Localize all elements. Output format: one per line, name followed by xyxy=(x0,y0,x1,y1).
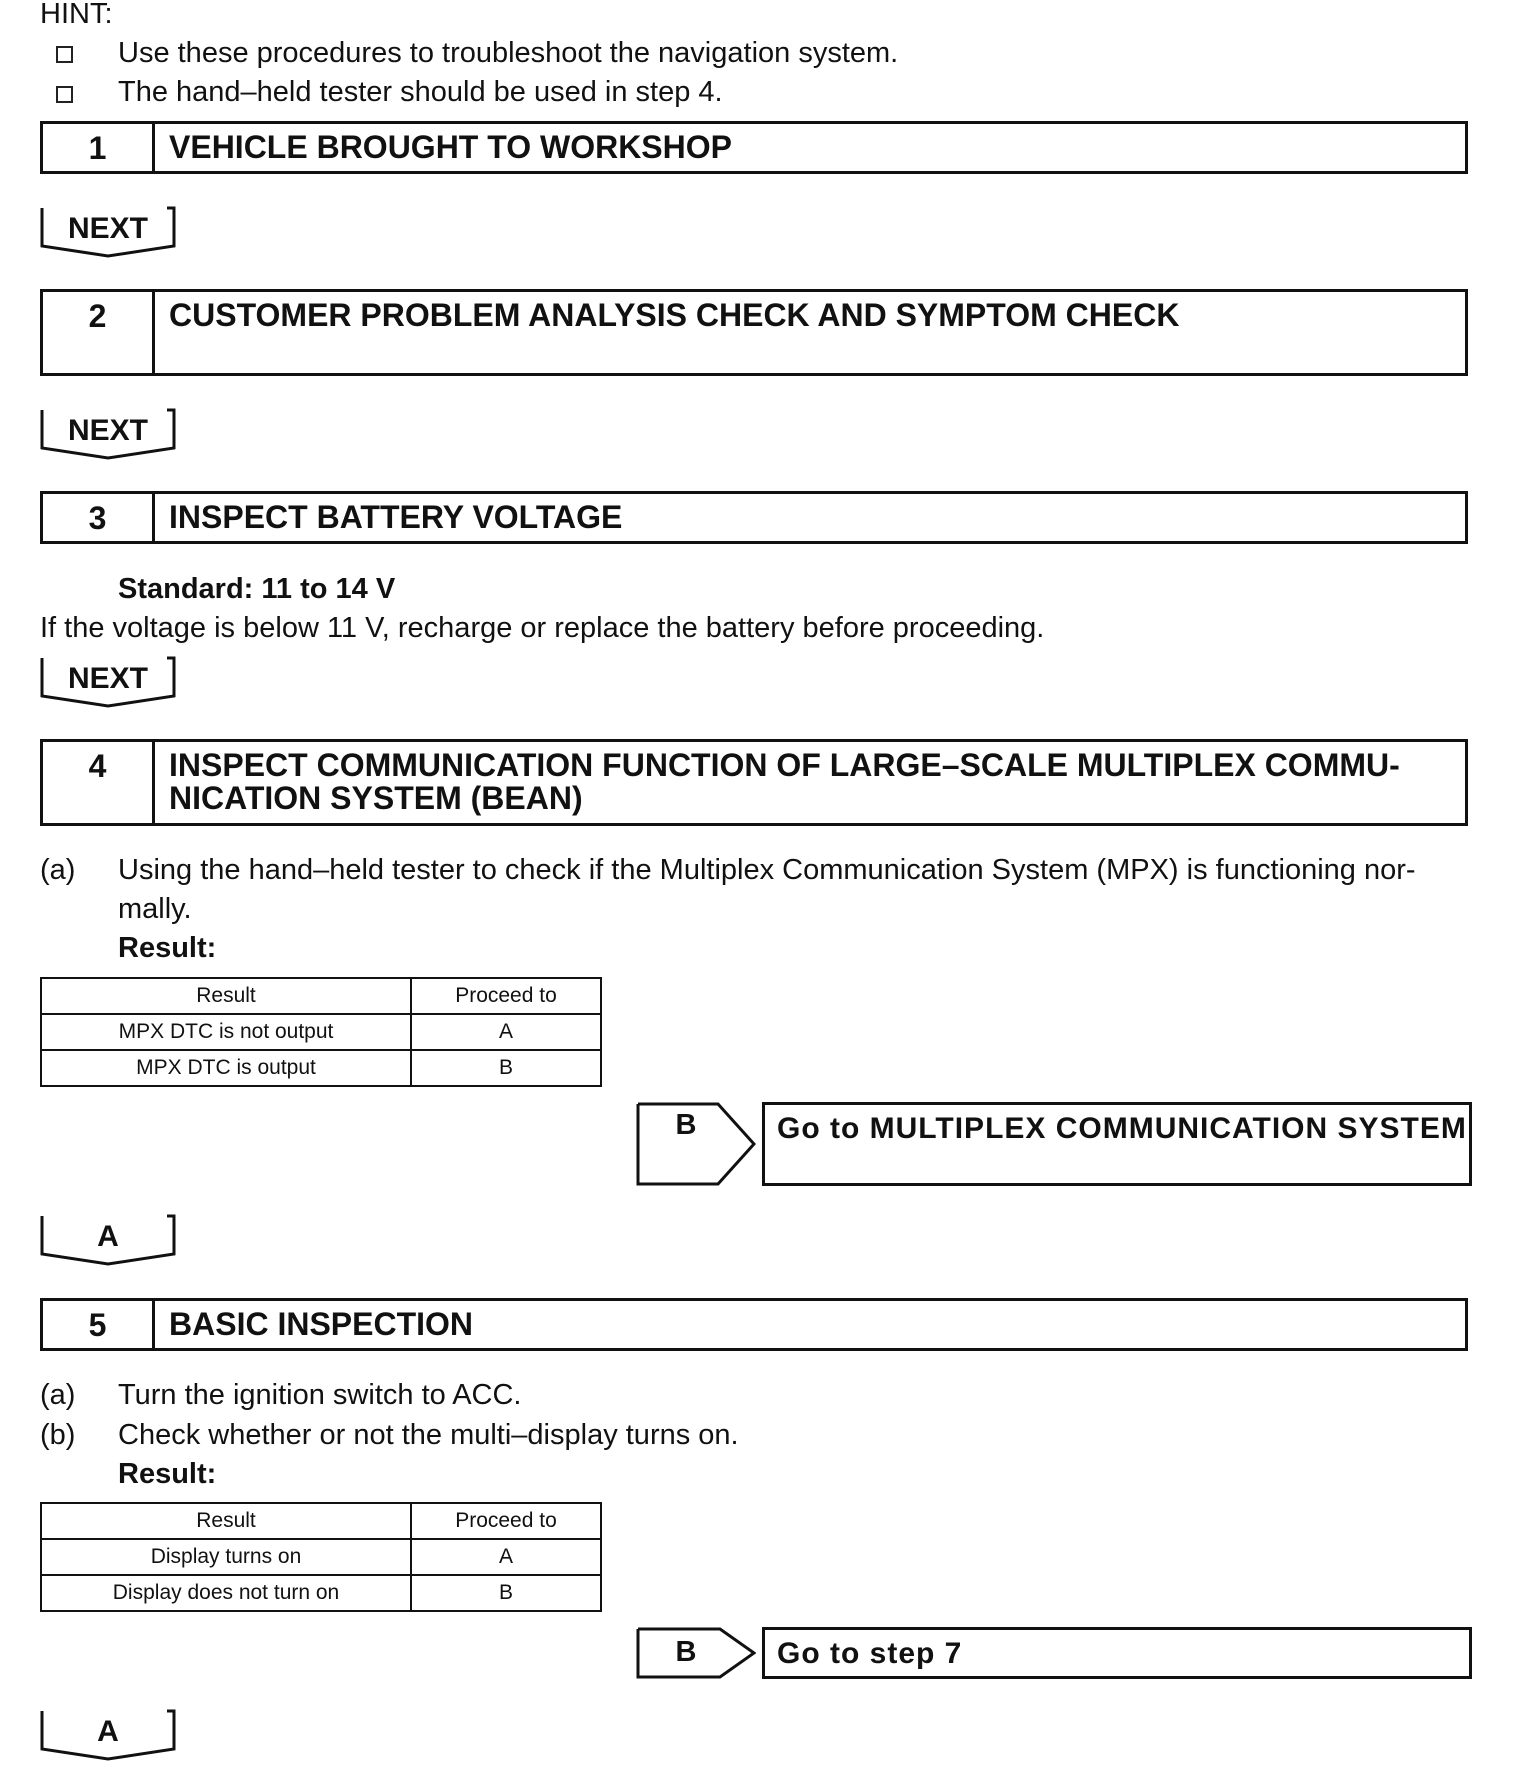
table-cell: MPX DTC is output xyxy=(41,1050,411,1086)
substep-text: mally. xyxy=(118,893,192,925)
table-cell: MPX DTC is not output xyxy=(41,1014,411,1050)
bullet-square-icon xyxy=(56,46,73,63)
branch-label: B xyxy=(675,1109,697,1141)
step-title-line: NICATION SYSTEM (BEAN) xyxy=(169,780,583,816)
result-label: Result: xyxy=(118,932,217,964)
table-row xyxy=(41,1575,601,1611)
table-cell: Display does not turn on xyxy=(41,1575,411,1611)
branch-label: A xyxy=(97,1715,119,1748)
table-cell: B xyxy=(411,1050,601,1086)
next-label: NEXT xyxy=(67,212,148,245)
branch-label: B xyxy=(675,1636,697,1668)
step-title-line: INSPECT COMMUNICATION FUNCTION OF LARGE–SCALE MULTIPLEX COMMU- xyxy=(169,747,1400,783)
hint-label: HINT: xyxy=(40,0,113,30)
substep-text: Turn the ignition switch to ACC. xyxy=(118,1379,522,1411)
table-cell: A xyxy=(411,1014,601,1050)
substep-marker: (b) xyxy=(40,1419,76,1451)
next-arrow-button[interactable] xyxy=(40,656,176,708)
next-label: NEXT xyxy=(67,662,148,695)
branch-label: A xyxy=(97,1220,119,1253)
go-to-box[interactable]: Go to MULTIPLEX COMMUNICATION SYSTEM xyxy=(762,1102,1472,1186)
substep-marker: (a) xyxy=(40,854,76,886)
result-table xyxy=(40,1502,602,1612)
table-cell: Display turns on xyxy=(41,1539,411,1575)
substep-text: Using the hand–held tester to check if the Multiplex Communication System (MPX) is functioning nor- xyxy=(118,854,1416,886)
table-row xyxy=(41,1014,601,1050)
step-header-4 xyxy=(40,739,1468,826)
battery-note: If the voltage is below 11 V, recharge or replace the battery before proceeding. xyxy=(40,612,1045,644)
step-header-5 xyxy=(40,1298,1468,1351)
hint-item: The hand–held tester should be used in step 4. xyxy=(118,76,723,108)
step-number: 2 xyxy=(43,292,155,373)
branch-a-arrow-button[interactable] xyxy=(40,1214,176,1266)
step-header-2 xyxy=(40,289,1468,376)
step-title: INSPECT BATTERY VOLTAGE xyxy=(169,499,623,535)
table-row xyxy=(41,1539,601,1575)
table-header-row xyxy=(41,978,601,1014)
step-number: 1 xyxy=(43,124,155,171)
step-header-1 xyxy=(40,121,1468,174)
step-title: VEHICLE BROUGHT TO WORKSHOP xyxy=(169,129,732,165)
substep-marker: (a) xyxy=(40,1379,76,1411)
next-arrow-button[interactable] xyxy=(40,206,176,258)
result-label: Result: xyxy=(118,1458,217,1490)
step-number: 3 xyxy=(43,494,155,541)
step-title: BASIC INSPECTION xyxy=(169,1306,474,1342)
table-header: Proceed to xyxy=(411,1503,601,1539)
step-number: 5 xyxy=(43,1301,155,1348)
hint-item: Use these procedures to troubleshoot the navigation system. xyxy=(118,37,899,69)
branch-a-arrow-button[interactable] xyxy=(40,1709,176,1761)
table-header-row xyxy=(41,1503,601,1539)
step-title xyxy=(169,742,1451,815)
bullet-square-icon xyxy=(56,86,73,103)
next-label: NEXT xyxy=(67,414,148,447)
go-to-box[interactable]: Go to step 7 xyxy=(762,1627,1472,1679)
step-header-3 xyxy=(40,491,1468,544)
table-header: Result xyxy=(41,978,411,1014)
branch-b-arrow[interactable] xyxy=(636,1102,756,1186)
result-table xyxy=(40,977,602,1087)
step-title: CUSTOMER PROBLEM ANALYSIS CHECK AND SYMPTOM CHECK xyxy=(169,297,1180,333)
table-header: Result xyxy=(41,1503,411,1539)
step-number: 4 xyxy=(43,742,155,823)
table-header: Proceed to xyxy=(411,978,601,1014)
table-cell: A xyxy=(411,1539,601,1575)
table-row xyxy=(41,1050,601,1086)
next-arrow-button[interactable] xyxy=(40,408,176,460)
standard-value: Standard: 11 to 14 V xyxy=(118,573,396,605)
branch-b-arrow[interactable] xyxy=(636,1627,756,1679)
substep-text: Check whether or not the multi–display turns on. xyxy=(118,1419,739,1451)
table-cell: B xyxy=(411,1575,601,1611)
